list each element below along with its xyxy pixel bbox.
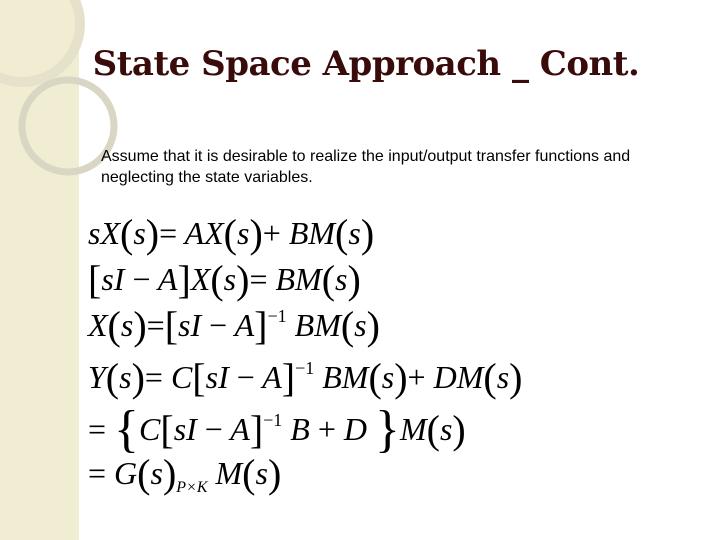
equation-5: = {C[sI − A]$^{-1}$ B + D }M(s) [88,401,466,458]
equation-1: sX(s)= AX(s)+ BM(s) [88,211,375,256]
equation-4: Y(s)= C[sI − A]$^{-1}$ BM(s)+ DM(s) [88,355,523,400]
equation-2: [sI − A]X(s)= BM(s) [88,257,361,302]
slide-title: State Space Approach _ Cont. [92,44,640,84]
equation-6: = $G(s)_{P\times K}$ M(s) [88,451,282,496]
equation-3: X(s)=[sI − A]$^{-1}$ BM(s) [88,303,380,348]
slide-body-text: Assume that it is desirable to realize the input/output transfer functions and neglecting the state variables. [101,148,631,186]
